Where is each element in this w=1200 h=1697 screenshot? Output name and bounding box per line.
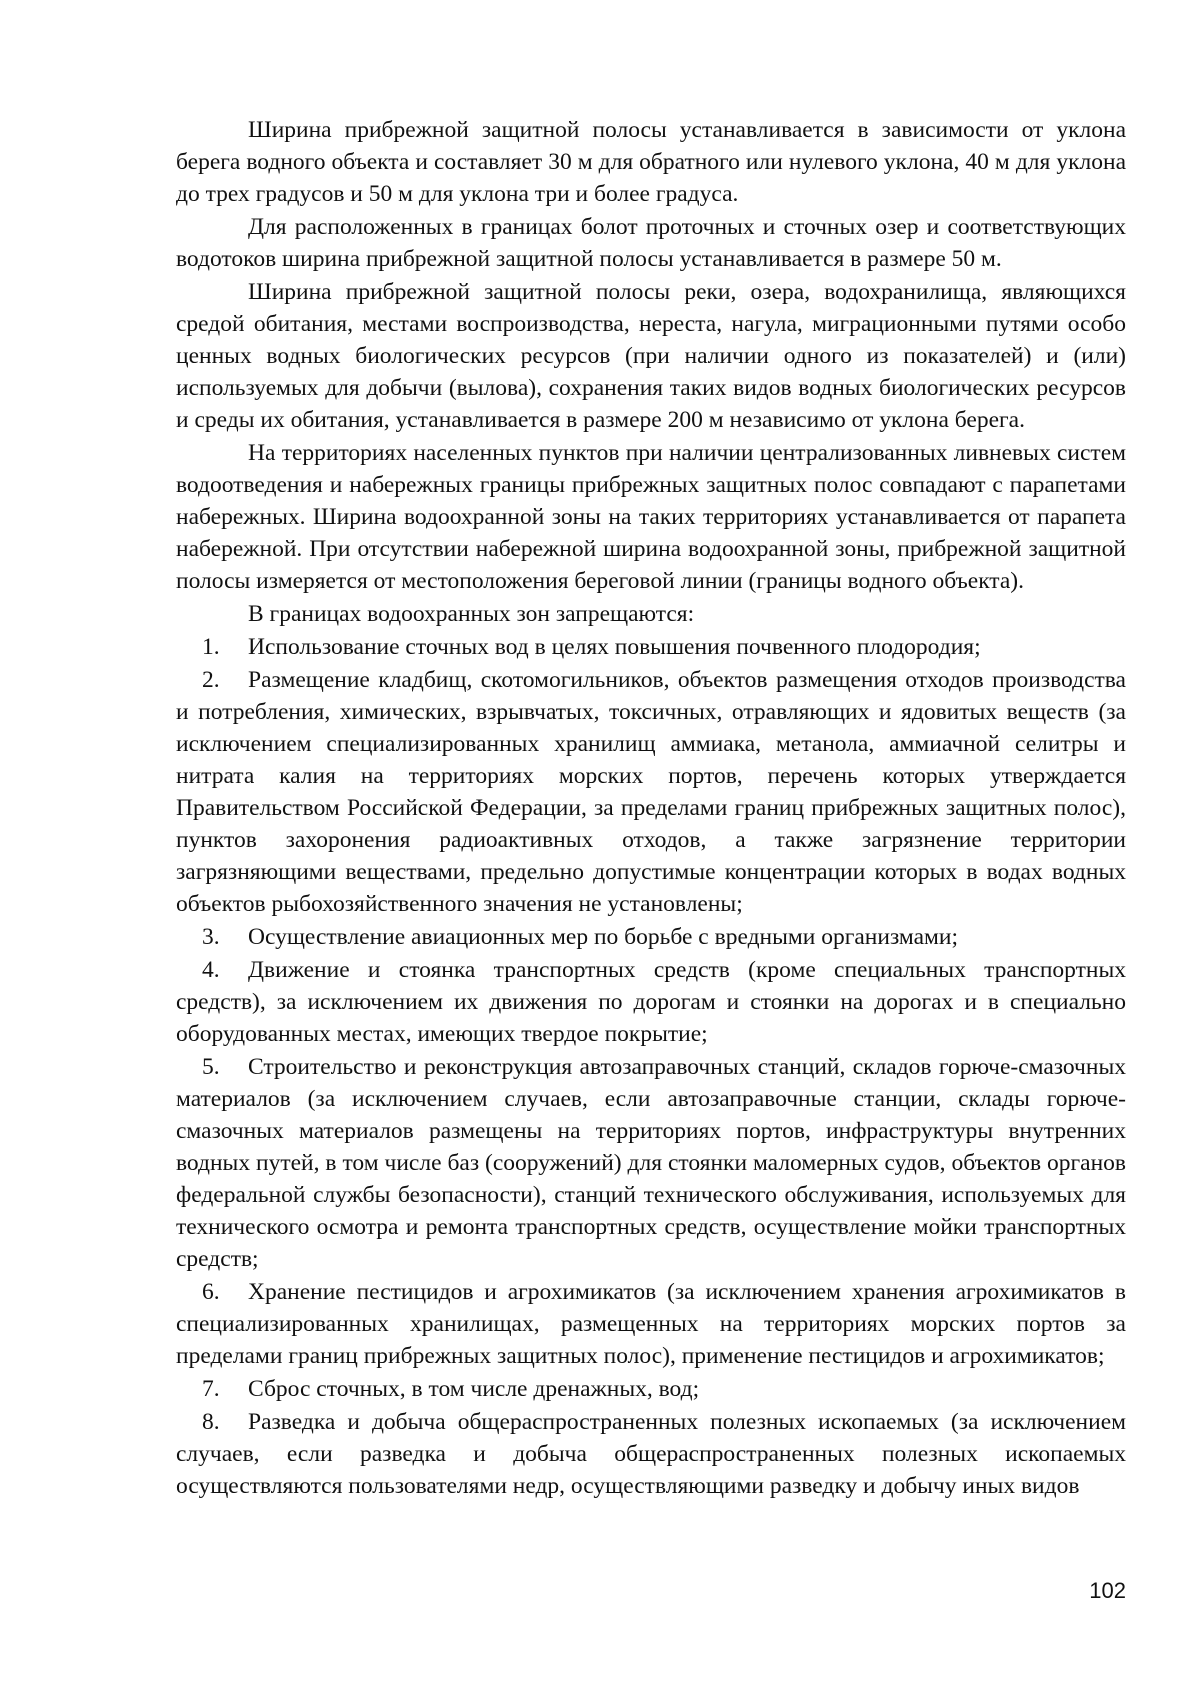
list-item-text: Разведка и добыча общераспространенных полезных ископаемых (за исключением случаев, если разведка и добыча общераспространенных полезных ископаемых осуществляются пользователями недр, осуществляющими разведку и добычу иных видов — [176, 1409, 1126, 1499]
paragraph: На территориях населенных пунктов при наличии централизованных ливневых систем водоотведения и набережных границы прибрежных защитных полос совпадают с парапетами набережных. Ширина водоохранной зоны на таких территориях устанавливается от парапета набережной. При отсутствии набережной ширина водоохранной зоны, прибрежной защитной полосы измеряется от местоположения береговой линии (границы водного объекта). — [176, 440, 1126, 594]
list-item-text: Осуществление авиационных мер по борьбе с вредными организмами; — [248, 924, 959, 950]
list-item-number: 8. — [202, 1409, 220, 1435]
list-item-text: Строительство и реконструкция автозаправочных станций, складов горюче-смазочных материалов (за исключением случаев, если автозаправочные станции, склады горюче-смазочных материалов размещены на территориях портов, инфраструктуры внутренних водных путей, в том числе баз (сооружений) для стоянки маломерных судов, объектов органов федеральной службы безопасности), станций технического обслуживания, используемых для технического осмотра и ремонта транспортных средств, осуществление мойки транспортных средств; — [176, 1054, 1126, 1272]
list-item-text: Использование сточных вод в целях повышения почвенного плодородия; — [248, 634, 981, 660]
list-item-number: 3. — [202, 924, 220, 950]
list-intro: В границах водоохранных зон запрещаются: — [248, 601, 695, 627]
list-item — [176, 921, 1126, 953]
list-item — [176, 1051, 1126, 1275]
list-item-text: Размещение кладбищ, скотомогильников, объектов размещения отходов производства и потребления, химических, взрывчатых, токсичных, отравляющих и ядовитых веществ (за исключением специализированных хранилищ аммиака, метанола, аммиачной селитры и нитрата калия на территориях морских портов, перечень которых утверждается Правительством Российской Федерации, за пределами границ прибрежных защитных полос), пунктов захоронения радиоактивных отходов, а также загрязнение территории загрязняющими веществами, предельно допустимые концентрации которых в водах водных объектов рыбохозяйственного значения не установлены; — [176, 667, 1126, 917]
list-item-number: 4. — [202, 957, 220, 983]
list-item-number: 2. — [202, 667, 220, 693]
paragraph: Ширина прибрежной защитной полосы реки, озера, водохранилища, являющихся средой обитания, местами воспроизводства, нереста, нагула, миграционными путями особо ценных водных биологических ресурсов (при наличии одного из показателей) и (или) используемых для добычи (вылова), сохранения таких видов водных биологических ресурсов и среды их обитания, устанавливается в размере 200 м независимо от уклона берега. — [176, 279, 1126, 433]
list-item-number: 6. — [202, 1279, 220, 1305]
list-item — [176, 664, 1126, 920]
paragraph: Для расположенных в границах болот проточных и сточных озер и соответствующих водотоков ширина прибрежной защитной полосы устанавливается в размере 50 м. — [176, 214, 1126, 272]
list-item-text: Движение и стоянка транспортных средств (кроме специальных транспортных средств), за исключением их движения по дорогам и стоянки на дорогах и в специально оборудованных местах, имеющих твердое покрытие; — [176, 957, 1126, 1047]
list-item — [176, 1276, 1126, 1372]
list-item — [176, 954, 1126, 1050]
list-item-number: 7. — [202, 1376, 220, 1402]
list-item — [176, 1406, 1126, 1502]
list-item-number: 5. — [202, 1054, 220, 1080]
page-number: 102 — [1089, 1578, 1126, 1603]
page-body — [176, 114, 1126, 1503]
list-item-number: 1. — [202, 634, 220, 660]
list-item-text: Хранение пестицидов и агрохимикатов (за исключением хранения агрохимикатов в специализированных хранилищах, размещенных на территориях морских портов за пределами границ прибрежных защитных полос), применение пестицидов и агрохимикатов; — [176, 1279, 1126, 1369]
list-item — [176, 1373, 1126, 1405]
list-item-text: Сброс сточных, в том числе дренажных, вод; — [248, 1376, 700, 1402]
paragraph: Ширина прибрежной защитной полосы устанавливается в зависимости от уклона берега водного объекта и составляет 30 м для обратного или нулевого уклона, 40 м для уклона до трех градусов и 50 м для уклона три и более градуса. — [176, 117, 1126, 207]
list-item — [176, 631, 1126, 663]
